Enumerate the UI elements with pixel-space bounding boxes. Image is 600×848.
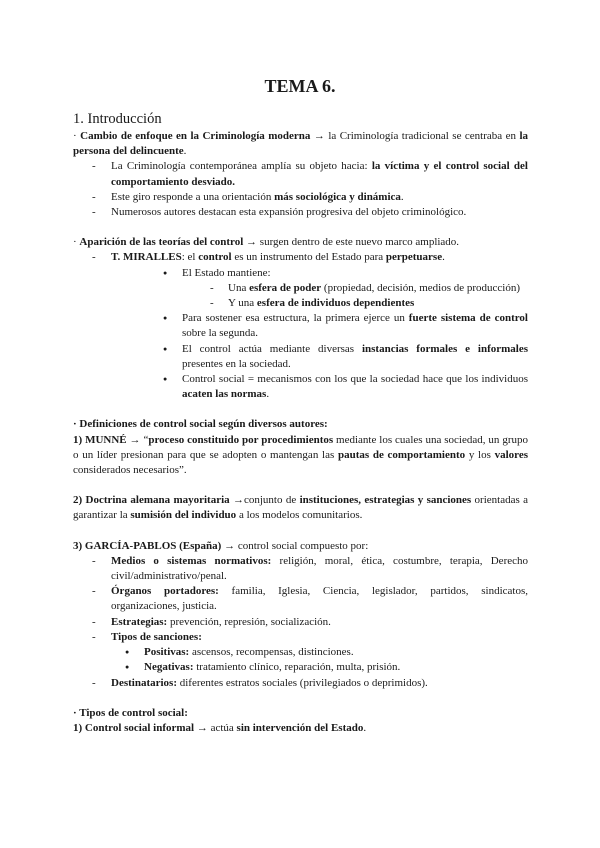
list-intro	[73, 159, 528, 220]
list-teorias	[73, 250, 528, 402]
list-item: - Medios o sistemas normativos: religión, moral, ética, costumbre, terapia, Derecho civil/administrativo/penal.	[73, 554, 528, 584]
spacer	[73, 478, 528, 493]
list-item: ● El Estado mantiene: - Una esfera de poder (propiedad, decisión, medios de producción) - Y una esfera de individuos dependientes	[149, 266, 528, 312]
heading-definiciones: · Definiciones de control social según diversos autores:	[73, 418, 328, 431]
list-item-miralles: - T. MIRALLES: el control es un instrumento del Estado para perpetuarse. ● El Estado mantiene: - Una esfera de poder (propiedad, decisión, medios de producción) - Y una esfera de individuos dependientes ● Para sostener esa estructura, la primera ejerce un fuerte sistema de control sobre la segunda. ● El control actúa mediante diversas instancias formales e informales presentes en la sociedad. ● Control social = mecanismos con los que la sociedad hace que los individuos acaten las normas.	[73, 250, 528, 402]
heading-tipos-control: · Tipos de control social:	[73, 706, 188, 719]
section-heading-introduccion: 1. Introducción	[73, 111, 162, 127]
spacer	[73, 220, 528, 235]
spacer	[73, 402, 528, 417]
paragraph-garcia-pablos: 3) GARCÍA-PABLOS (España) → control social compuesto por:	[73, 539, 369, 552]
spacer	[73, 691, 528, 706]
list-item: - Tipos de sanciones: ● Positivas: ascensos, recompensas, distinciones. ● Negativas: tratamiento clínico, reparación, multa, prisión.	[73, 630, 528, 676]
list-item: ● Negativas: tratamiento clínico, reparación, multa, prisión.	[111, 660, 528, 675]
list-sanciones	[111, 645, 528, 675]
list-miralles-bullets	[111, 266, 528, 403]
paragraph-control-informal: 1) Control social informal → actúa sin intervención del Estado.	[73, 721, 367, 734]
list-item: ● Control social = mecanismos con los que la sociedad hace que los individuos acaten las normas.	[149, 372, 528, 402]
list-garcia-pablos	[73, 554, 528, 691]
list-item: - Este giro responde a una orientación más sociológica y dinámica.	[73, 190, 528, 205]
spacer	[73, 524, 528, 539]
list-item: - Y una esfera de individuos dependientes	[200, 296, 528, 311]
list-item: - La Criminología contemporánea amplía su objeto hacia: la víctima y el control social del comportamiento desviado.	[73, 159, 528, 189]
list-item: - Una esfera de poder (propiedad, decisión, medios de producción)	[200, 281, 528, 296]
list-esferas	[182, 281, 528, 311]
list-item: ● Para sostener esa estructura, la primera ejerce un fuerte sistema de control sobre la segunda.	[149, 311, 528, 341]
page-title: TEMA 6.	[264, 76, 336, 96]
paragraph-doctrina-alemana: 2) Doctrina alemana mayoritaria →conjunto de instituciones, estrategias y sanciones orientadas a garantizar la sumisión del individuo a los modelos comunitarios.	[73, 494, 528, 522]
list-item: ● El control actúa mediante diversas instancias formales e informales presentes en la sociedad.	[149, 342, 528, 372]
list-item: - Estrategias: prevención, represión, socialización.	[73, 615, 528, 630]
paragraph-teorias-control: · Aparición de las teorías del control → surgen dentro de este nuevo marco ampliado.	[73, 236, 460, 249]
paragraph-munne: 1) MUNNÉ → “proceso constituido por procedimientos mediante los cuales una sociedad, un grupo o un líder presionan para que se adopten o mantengan las pautas de comportamiento y los valores considerados necesarios”.	[73, 433, 528, 477]
list-item: - Órganos portadores: familia, Iglesia, Ciencia, legislador, partidos, sindicatos, organizaciones, justicia.	[73, 584, 528, 614]
list-item: - Numerosos autores destacan esta expansión progresiva del objeto criminológico.	[73, 205, 528, 220]
list-item: ● Positivas: ascensos, recompensas, distinciones.	[111, 645, 528, 660]
paragraph-cambio-enfoque: · Cambio de enfoque en la Criminología moderna → la Criminología tradicional se centraba en la persona del delincuente.	[73, 130, 528, 158]
document-content	[73, 110, 528, 736]
list-item: - Destinatarios: diferentes estratos sociales (privilegiados o deprimidos).	[73, 676, 528, 691]
